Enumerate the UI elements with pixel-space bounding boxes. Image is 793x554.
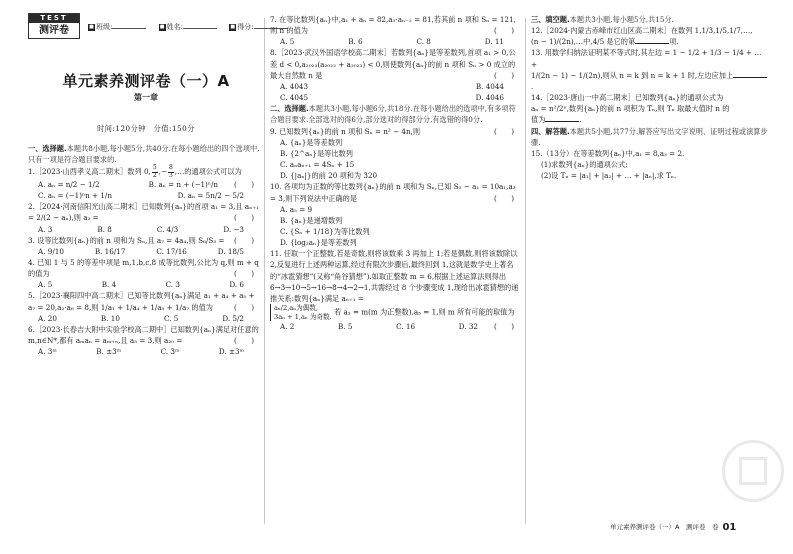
- option-c[interactable]: C. aₙ = (−1)ⁿn + 1/n: [38, 191, 112, 201]
- q15-part-2: (2)设 Tₙ = |a₁| + |a₂| + … + |aₙ|,求 Tₙ.: [541, 171, 677, 181]
- option-b[interactable]: B. 10: [100, 313, 120, 323]
- q14-answer-blank[interactable]: [545, 121, 579, 122]
- q13-end: .: [531, 81, 534, 91]
- answer-paren[interactable]: ( ): [234, 213, 254, 223]
- page-footer: [610, 522, 736, 533]
- q12-end: 项.: [669, 37, 679, 47]
- option-a[interactable]: A. 5: [280, 37, 295, 47]
- class-blank[interactable]: [112, 28, 146, 29]
- q13-stem: 13. 用数学归纳法证明某不等式时,其左边 = 1 − 1/2 + 1/3 − 1/4 + … +: [531, 48, 762, 69]
- q11-case-1: aₙ/2,aₙ为偶数,: [274, 304, 318, 313]
- option-a[interactable]: A. 4043: [280, 81, 309, 91]
- q12-answer-blank[interactable]: [635, 43, 669, 44]
- q2-options: [28, 224, 260, 235]
- page-title: 单元素养测评卷（一）A: [62, 72, 230, 90]
- option-d[interactable]: D. 5/2: [222, 313, 244, 323]
- option-d[interactable]: D. {|aₙ|}的前 20 项和为 320: [280, 171, 378, 181]
- q8-stem: 8.［2023·武汉外国语学校高二期末］若数列{aₙ}是等差数列,首项 a₁ > 0,公差 d < 0,a₂₀₂₃(a₂₀₂₂ + a₂₀₂₃) < 0,则使数列{aₙ}的前 n 项和 Sₙ > 0 成立的最大自然数 n 是: [270, 48, 516, 80]
- answer-paren[interactable]: ( ): [234, 336, 254, 346]
- q11-brace: [270, 304, 332, 321]
- option-b[interactable]: B. 16/17: [94, 246, 126, 256]
- option-b[interactable]: B. ±3ᵐ: [96, 347, 122, 357]
- question-9: [270, 126, 520, 137]
- option-d[interactable]: D. 18/5: [217, 246, 244, 256]
- q1-options-ab: [28, 179, 234, 190]
- name-blank[interactable]: [183, 28, 217, 29]
- question-5: [28, 290, 260, 312]
- option-b[interactable]: B. 4: [101, 280, 117, 290]
- section-1-title: 一、选择题.: [28, 144, 67, 153]
- option-c[interactable]: C. 4045: [280, 93, 309, 103]
- logo-top-text: TEST: [29, 14, 79, 23]
- option-c[interactable]: C. 3: [165, 280, 180, 290]
- q14-stem-2: aₙ = n²/2ⁿ,数列{aₙ}的前 n 项积为 Tₙ,则 Tₙ 取最大值时 n 的: [531, 104, 730, 114]
- question-2: [28, 201, 260, 223]
- option-b[interactable]: B. 4044: [475, 81, 504, 91]
- option-d[interactable]: D. {log₃aₙ}是等差数列: [280, 238, 357, 248]
- column-2: [270, 14, 520, 332]
- q1-stem: 1.［2023·山西孝义高二期末］数列 0,: [28, 167, 151, 177]
- q11-tail: 若 a₁ = m(m 为正整数),a₅ = 1,则 m 所有可能的取值为: [334, 307, 515, 317]
- q14-stem-3: 值为: [531, 115, 546, 125]
- option-d[interactable]: D. aₙ = 5n/2 − 5/2: [177, 191, 244, 201]
- option-a[interactable]: A. 3: [38, 224, 53, 234]
- option-c[interactable]: C. 16: [396, 322, 416, 332]
- q13-stem-2: 1/(2n − 1) − 1/(2n),则从 n = k 到 n = k + 1 时,左边应加上: [531, 70, 734, 80]
- option-d[interactable]: D. −3: [223, 224, 244, 234]
- chapter-label: 第一章: [134, 93, 158, 102]
- q6-options: [28, 346, 260, 357]
- option-a[interactable]: A. 3ᵐ: [38, 347, 57, 357]
- answer-paren[interactable]: ( ): [494, 70, 514, 80]
- section-3-note: 本题共3小题,每小题5分,共15分.: [569, 15, 674, 24]
- q1-options-cd: [28, 190, 260, 201]
- question-12-cont: [531, 36, 769, 47]
- answer-paren[interactable]: ( ): [494, 322, 514, 332]
- question-11: [270, 248, 520, 304]
- time-score-line: 时间:120分钟 分值:150分: [97, 124, 195, 133]
- answer-paren[interactable]: ( ): [234, 302, 254, 312]
- option-a[interactable]: A. 5: [38, 280, 53, 290]
- question-15: 15.（13分）在等差数列{aₙ}中,a₁ = 8,a₃ = 2.: [531, 148, 685, 158]
- question-12: [531, 25, 769, 36]
- q11-case-2: 3aₙ + 1,aₙ 为奇数.: [274, 312, 332, 321]
- q8-options-ab: [270, 81, 520, 92]
- question-8: [270, 47, 520, 80]
- footer-text: 单元素养测评卷（一）A 测评卷 卷: [610, 523, 719, 531]
- answer-paren[interactable]: ( ): [234, 179, 254, 189]
- option-d[interactable]: D. 4046: [475, 93, 504, 103]
- option-b[interactable]: B. 8: [97, 224, 112, 234]
- question-6: [28, 324, 260, 346]
- q9-stem: 9. 已知数列{aₙ}的前 n 项和 Sₙ = n² − 4n,则: [270, 126, 421, 136]
- question-14-cont-2: [531, 114, 769, 125]
- answer-paren[interactable]: ( ): [234, 235, 254, 245]
- answer-paren[interactable]: ( ): [234, 269, 254, 279]
- section-4-title: 四、解答题.: [531, 126, 570, 136]
- test-logo: [28, 13, 80, 39]
- option-a[interactable]: A. {aₙ}是等差数列: [280, 137, 343, 147]
- option-a[interactable]: A. a₅ = 9: [280, 204, 313, 214]
- q6-stem: 6.［2023·长春吉大附中实验学校高二期中］已知数列{aₙ}满足对任意的 m,n∈N*,都有 aₘaₙ = aₘ₊ₙ,且 a₅ = 3,则 a₂₀ =: [28, 324, 259, 346]
- q2-stem: 2.［2024·河南信阳光山高二期末］已知数列{aₙ}的首项 a₁ = 3,且 aₙ₊₁ = 2/(2 − aₙ),则 a₂ =: [28, 202, 259, 223]
- section-1-note: 本题共8小题,每小题5分,共40分.在每小题给出的四个选项中,只有一项是符合题目要求的.: [28, 144, 260, 165]
- q3-options: [28, 246, 260, 257]
- q1-frac-1: $\frac{5}{2}$: [152, 164, 157, 179]
- q7-options: [270, 36, 520, 47]
- q13-answer-blank[interactable]: [733, 77, 767, 78]
- question-14: [531, 92, 769, 103]
- q14-end: .: [579, 115, 582, 125]
- student-info-fields: [88, 22, 298, 32]
- option-c[interactable]: C. {Sₙ + 1/18}为等比数列: [280, 226, 370, 236]
- answer-paren[interactable]: ( ): [494, 193, 514, 203]
- q7-stem: 7. 在等比数列{aₙ}中,a₁ + aₙ = 82,a₃·aₙ₋₂ = 81,若其前 n 项和 Sₙ = 121,则 n 的值为: [270, 15, 516, 36]
- option-d[interactable]: D. ±3ᵐ: [218, 347, 244, 357]
- q12-stem: 12.［2024·内蒙古赤峰市红山区高二期末］在数列 1,1/3,1/5,1/7,…,: [531, 26, 753, 36]
- option-a[interactable]: A. 9/10: [38, 246, 64, 256]
- option-b[interactable]: B. 6: [348, 37, 363, 47]
- question-13-cont: [531, 70, 769, 92]
- score-label: 得分:: [237, 23, 254, 31]
- option-c[interactable]: C. 4/3: [156, 224, 179, 234]
- q12-stem-2: (n − 1)/(2n),…中,4/5 是它的第: [531, 37, 636, 47]
- q11-stem: 11. 任取一个正整数,若是奇数,则将该数乘 3 再加上 1;若是偶数,则将该数除以 2,反复进行上述两种运算,经过有限次步骤后,最终回到 1,这就是数学史上著名的“冰雹猜想”(又称“角谷猜想”).如取正整数 m = 6,根据上述运算法则得出 6→3→10→5→16→8→4→2→1,共需经过 8 个步骤变成 1,现给出冰雹猜想的递推关系:数列{aₙ}满足 aₙ₊₁ =: [270, 249, 519, 303]
- option-c[interactable]: C. 3ᵐ: [160, 347, 180, 357]
- page-number: 01: [722, 522, 737, 533]
- class-icon: ■: [89, 23, 94, 30]
- column-divider: [264, 18, 265, 524]
- q1-end: ,…的通项公式可以为: [174, 167, 242, 177]
- section-3-header: [531, 14, 769, 25]
- name-icon: ■: [159, 23, 165, 30]
- section-4-header: [531, 126, 769, 148]
- section-4-note: 本题共5小题,共77分.解答应写出文字说明、证明过程或演算步骤.: [531, 126, 768, 147]
- option-c[interactable]: C. 8: [416, 37, 431, 47]
- column-divider: [525, 18, 526, 524]
- name-label: 姓名:: [166, 23, 183, 31]
- option-d[interactable]: D. 32: [458, 322, 478, 332]
- option-a[interactable]: A. 2: [280, 322, 295, 332]
- q14-stem: 14.［2023·唐山一中高二期末］已知数列{aₙ}的通项公式为: [531, 93, 724, 103]
- question-10: [270, 181, 520, 203]
- option-d[interactable]: D. 11: [484, 37, 504, 47]
- option-b[interactable]: B. 5: [338, 322, 353, 332]
- q3-stem: 3. 设等比数列{aₙ}的前 n 项和为 Sₙ,且 a₇ = 4a₄,则 S₆/S₃ =: [28, 235, 225, 245]
- score-icon: ■: [230, 23, 236, 30]
- q5-stem: 5.［2023·襄阳四中高二期末］已知等比数列{aₙ}满足 a₁ + a₄ + a₅ + a₇ = 20,a₂·a₆ = 8,则 1/a₁ + 1/a₄ + 1/a₅ + 1/a₇ 的值为: [28, 291, 255, 312]
- class-label: 班级:: [96, 23, 113, 31]
- question-4: [28, 257, 260, 279]
- option-c[interactable]: C. 5: [163, 313, 179, 323]
- watermark-seal: [722, 440, 784, 502]
- q10-stem: 10. 各项均为正数的等比数列{aₙ}的前 n 项和为 Sₙ,已知 S₃ − a₁ = 10a₁,a₃ = 3,则下列说法中正确的是: [270, 182, 516, 203]
- question-3: [28, 235, 260, 246]
- column-3: [531, 14, 769, 181]
- q1-frac-2: $\frac{8}{3}$: [168, 164, 173, 179]
- q15-part-1: (1)求数列{aₙ}的通项公式;: [541, 160, 628, 170]
- q11-options: [270, 321, 494, 332]
- question-13: [531, 47, 769, 69]
- section-3-title: 三、填空题.: [531, 15, 570, 24]
- section-2-header: [270, 103, 520, 125]
- answer-paren[interactable]: ( ): [494, 126, 514, 136]
- column-1: [28, 143, 260, 357]
- option-c[interactable]: C. aₙaₙ₊₁ = 4Sₙ + 15: [280, 160, 355, 170]
- option-a[interactable]: A. aₙ = n/2 − 1/2: [38, 179, 100, 189]
- question-7: [270, 14, 520, 36]
- option-d[interactable]: D. 6: [229, 280, 244, 290]
- option-b[interactable]: B. {2^aₙ}是等比数列: [280, 148, 353, 158]
- section-2-title: 二、选择题.: [270, 104, 309, 114]
- question-14-cont: [531, 103, 769, 114]
- option-c[interactable]: C. 17/16: [156, 246, 187, 256]
- answer-paren[interactable]: ( ): [494, 26, 514, 36]
- logo-bottom-text: 测评卷: [39, 25, 69, 36]
- option-b[interactable]: B. {aₙ}是递增数列: [280, 215, 343, 225]
- section-1-header: [28, 143, 260, 165]
- option-b[interactable]: B. aₙ = n + (−1)ⁿ/n: [148, 179, 219, 189]
- q4-stem: 4. 已知 1 与 5 的等差中项是 m,1,b,c,8 成等比数列,公比为 q,则 m + q 的值为: [28, 258, 259, 279]
- q8-options-cd: [270, 92, 520, 103]
- q1-mid: ,−: [158, 167, 167, 177]
- q4-options: [28, 279, 260, 290]
- q5-options: [28, 313, 260, 324]
- section-2-note: 本题共3小题,每小题6分,共18分.在每小题给出的选项中,有多项符合题目要求.全部选对的得6分,部分选对的得部分分,有选错的得0分.: [270, 104, 516, 125]
- option-a[interactable]: A. 20: [38, 313, 57, 323]
